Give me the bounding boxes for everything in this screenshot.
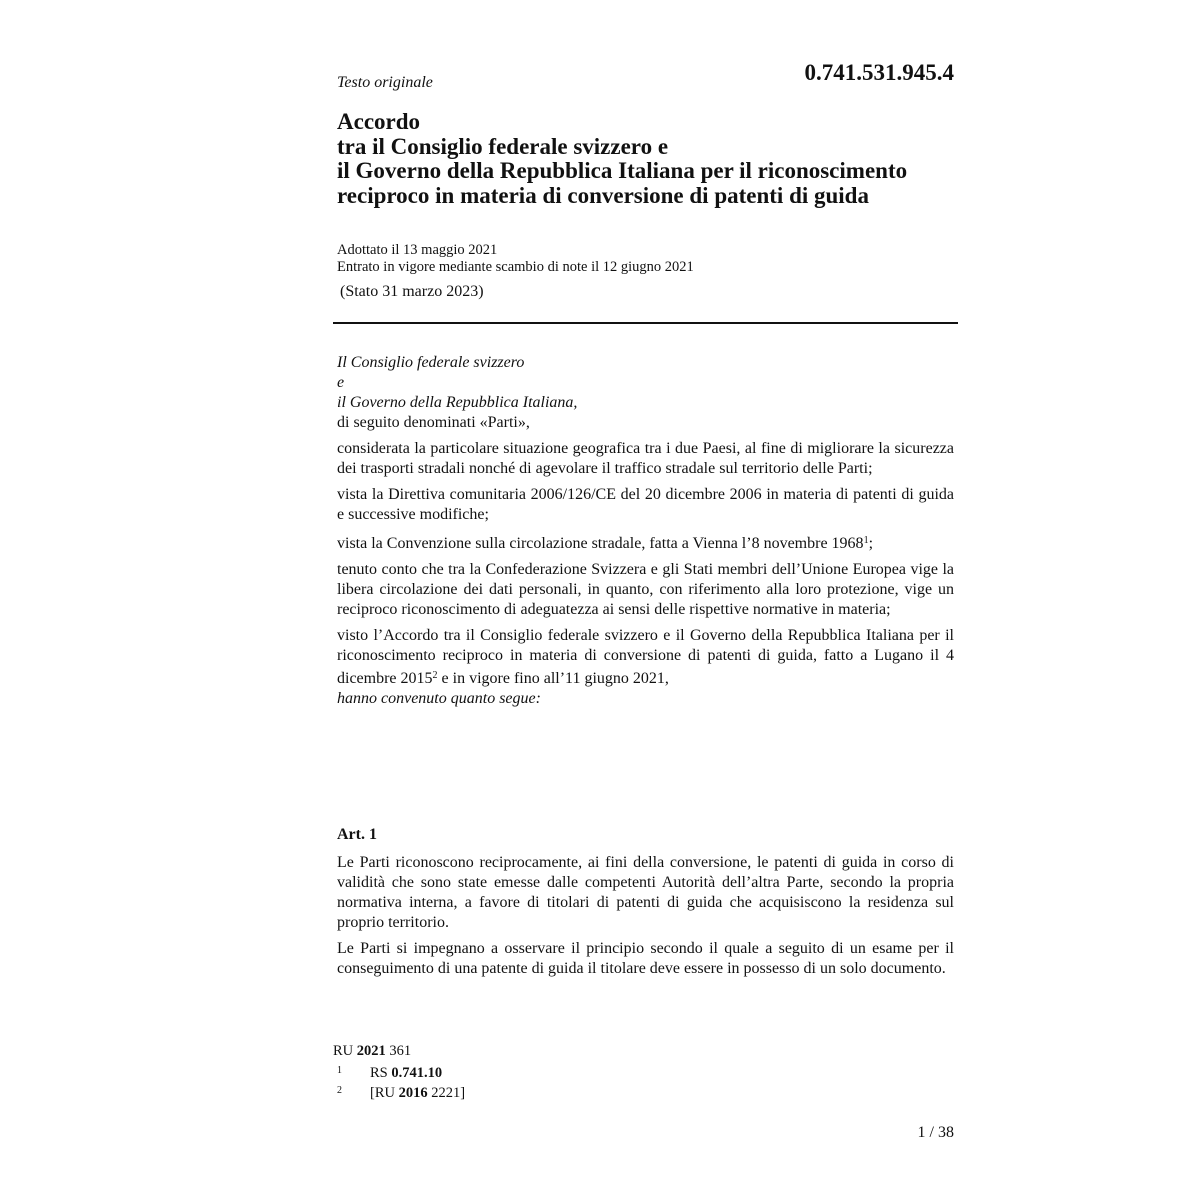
preamble-paragraph [337, 626, 954, 689]
preamble-paragraph [337, 531, 954, 554]
party-swiss: Il Consiglio federale svizzero [337, 354, 525, 371]
entry-into-force: Entrato in vigore mediante scambio di note il 12 giugno 2021 [337, 259, 694, 275]
conjunction: e [337, 374, 345, 391]
party-italy: il Governo della Repubblica Italiana, [337, 394, 578, 411]
ru-year: 2021 [356, 1043, 386, 1059]
original-text-label: Testo originale [337, 74, 433, 91]
page-number: 1 / 38 [917, 1124, 954, 1141]
document-number: 0.741.531.945.4 [804, 60, 954, 85]
footnote-number: 1 [337, 1065, 342, 1076]
article-paragraph: Le Parti riconoscono reciprocamente, ai fini della conversione, le patenti di guida in corso di validità che sono state emesse dalle competenti Autorità dell’altra Parte, secondo la propria normativa interna, a favore di titolari di patenti di guida che acquisiscono la residenza sul proprio territorio. [337, 854, 954, 931]
footnote-suffix: 2221] [431, 1085, 466, 1101]
footnote [337, 1062, 465, 1082]
title-line: reciproco in materia di conversione di patenti di guida [337, 182, 869, 208]
preamble-closing: hanno convenuto quanto segue: [337, 690, 541, 707]
preamble-paragraph: considerata la particolare situazione geografica tra i due Paesi, al fine di migliorare la sicurezza dei trasporti stradali nonché di agevolare il traffico stradale sul territorio delle Parti; [337, 440, 954, 477]
footnote-bold: 2016 [398, 1085, 428, 1101]
ru-reference [333, 1043, 411, 1060]
ru-page: 361 [389, 1043, 412, 1059]
footnote-bold: 0.741.10 [391, 1065, 443, 1081]
article-paragraph: Le Parti si impegnano a osservare il principio secondo il quale a seguito di un esame per il conseguimento di una patente di guida il titolare deve essere in possesso di un solo documento. [337, 940, 954, 977]
status-date: (Stato 31 marzo 2023) [340, 283, 484, 300]
preamble-text: visto l’Accordo tra il Consiglio federale svizzero e il Governo della Repubblica Italiana per il riconoscimento reciproco in materia di conversione di patenti di guida, fatto a Lugano il 4 dicembre 2015 [337, 627, 954, 687]
ru-prefix: RU [333, 1043, 354, 1059]
preamble [337, 353, 954, 709]
adoption-info [337, 242, 694, 276]
preamble-text: ; [868, 535, 874, 552]
article-body [337, 853, 954, 985]
article-heading: Art. 1 [337, 826, 377, 843]
footnote-prefix: [RU [370, 1085, 395, 1101]
title-line: tra il Consiglio federale svizzero e [337, 133, 669, 159]
title-line: il Governo della Repubblica Italiana per il riconoscimento [337, 158, 908, 183]
preamble-paragraph: tenuto conto che tra la Confederazione Svizzera e gli Stati membri dell’Unione Europea vige la libera circolazione dei dati personali, in quanto, con riferimento alla loro protezione, vige un reciproco riconoscimento di adeguatezza ai sensi delle rispettive normative in materia; [337, 561, 954, 618]
footnote-ref[interactable]: 1 [863, 535, 869, 546]
footnotes [337, 1062, 465, 1102]
footnote [337, 1082, 465, 1102]
document-title [337, 110, 977, 208]
footnote-ref[interactable]: 2 [432, 670, 438, 681]
title-line: Accordo [337, 109, 421, 134]
preamble-text: vista la Convenzione sulla circolazione stradale, fatta a Vienna l’8 novembre 1968 [337, 535, 864, 552]
header-divider [333, 322, 958, 324]
parties-definition: di seguito denominati «Parti», [337, 414, 530, 431]
preamble-paragraph: vista la Direttiva comunitaria 2006/126/CE del 20 dicembre 2006 in materia di patenti di guida e successive modifiche; [337, 486, 954, 523]
adopted-date: Adottato il 13 maggio 2021 [337, 242, 498, 258]
preamble-text: e in vigore fino all’11 giugno 2021, [437, 670, 669, 687]
footnote-number: 2 [337, 1085, 342, 1096]
footnote-prefix: RS [370, 1065, 388, 1081]
